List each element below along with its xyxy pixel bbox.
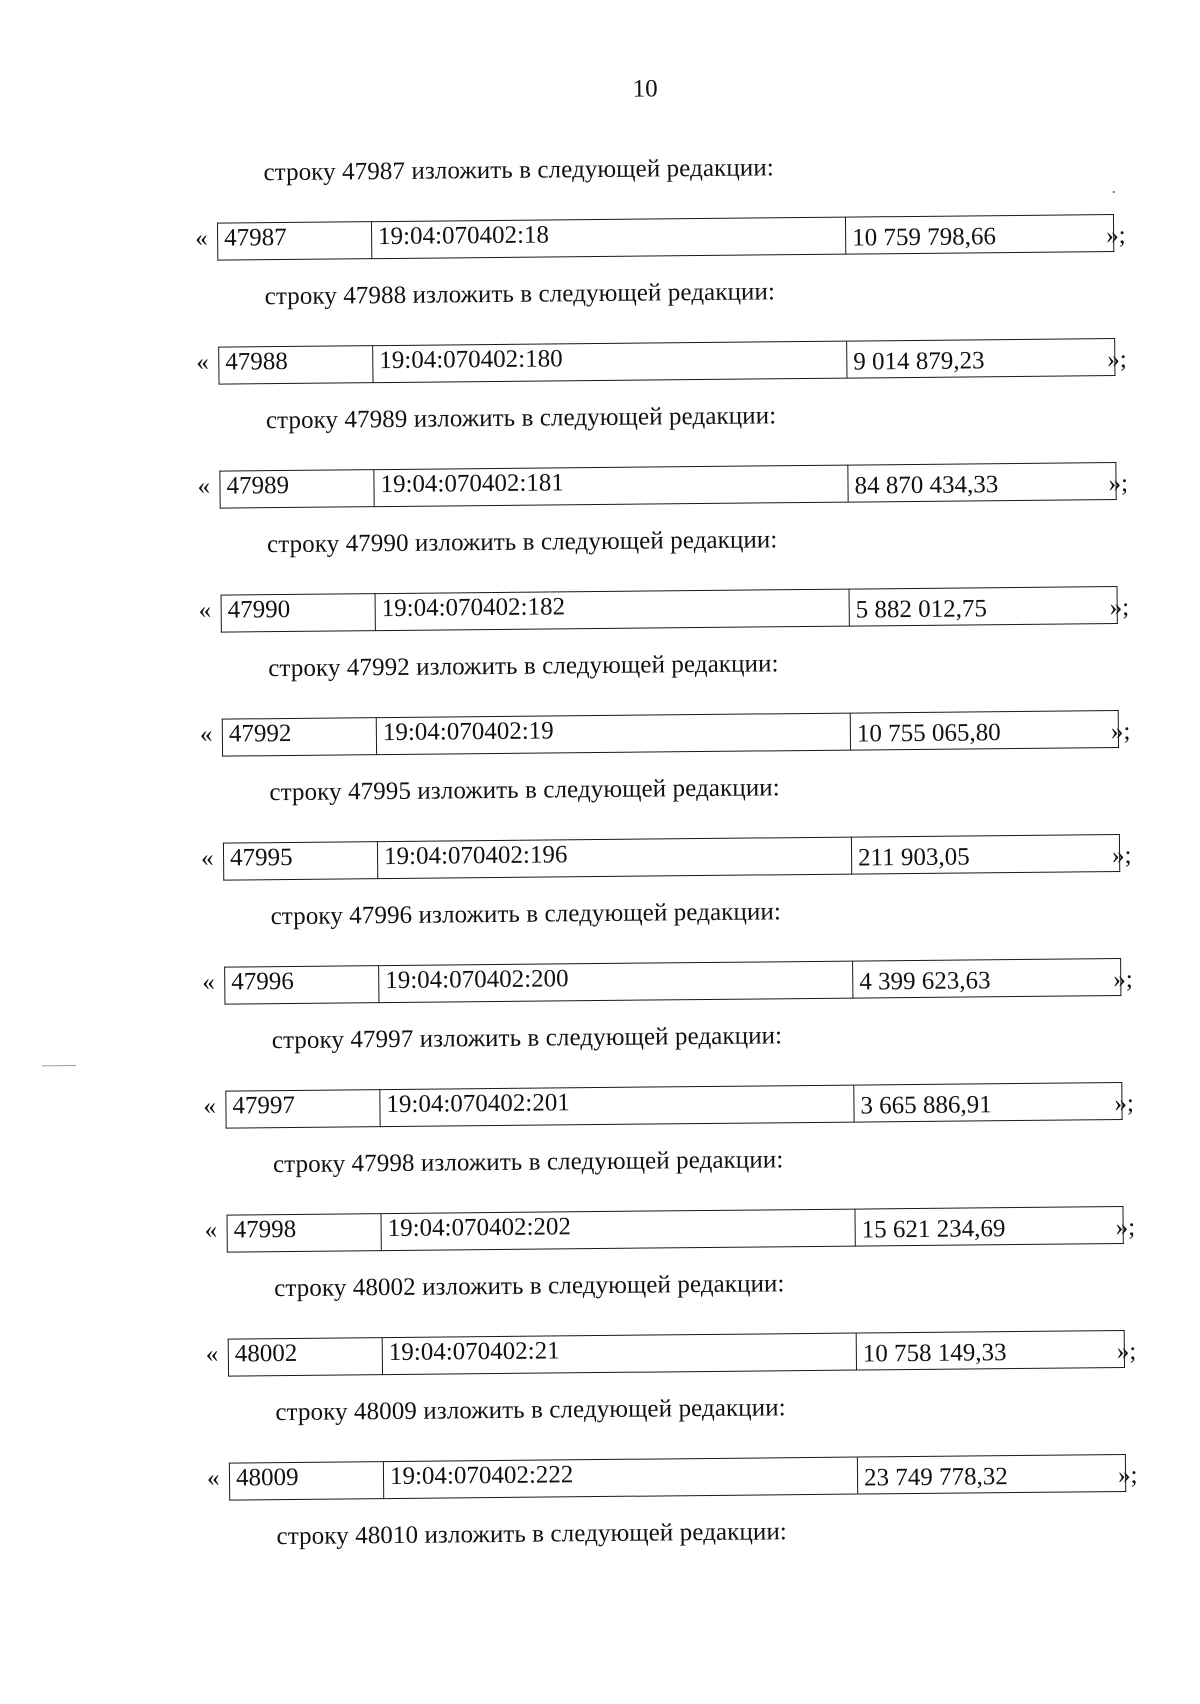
amendment-instruction: строку 47995 изложить в следующей редакции: [269,774,780,807]
row-number-cell: 47995 [223,842,377,880]
amendment-entry [0,274,1196,410]
cadastral-number-cell: 19:04:070402:181 [374,465,848,507]
cadastral-number-cell: 19:04:070402:21 [382,1333,856,1375]
opening-quote: « [203,1092,217,1120]
amendment-entry [3,1142,1200,1278]
amendment-list [0,150,1200,1649]
amendment-entry [1,894,1200,1030]
cadastral-value-cell: 10 759 798,66 [845,215,1113,255]
cadastral-value-cell: 23 749 778,32 [857,1454,1125,1494]
page-number: 10 [632,75,658,103]
row-number-cell: 47996 [225,966,379,1004]
amendment-entry [0,522,1198,658]
closing-quote: »; [1113,965,1133,994]
amendment-instruction: строку 48009 изложить в следующей редакции: [275,1394,786,1427]
opening-quote: « [205,1340,219,1368]
amendment-entry [0,150,1195,286]
amended-row-table [219,462,1116,509]
cadastral-value-cell: 84 870 434,33 [848,463,1116,503]
cadastral-value-cell: 15 621 234,69 [855,1206,1123,1246]
amended-row-table [229,1454,1126,1501]
row-number-cell: 47987 [217,222,371,260]
amendment-instruction: строку 47997 изложить в следующей редакции: [271,1022,783,1055]
closing-quote: »; [1117,1461,1138,1490]
row-number-cell: 47989 [220,470,374,508]
amended-row-table [226,1206,1123,1253]
cadastral-number-cell: 19:04:070402:180 [373,341,847,383]
cadastral-value-cell: 9 014 879,23 [847,339,1115,379]
cadastral-number-cell: 19:04:070402:19 [376,713,850,755]
closing-quote: »; [1111,841,1132,870]
opening-quote: « [204,1216,218,1244]
cadastral-number-cell: 19:04:070402:202 [381,1209,855,1251]
opening-quote: « [196,348,209,376]
closing-quote: »; [1114,1089,1135,1118]
amendment-entry [0,646,1199,782]
closing-quote: »; [1108,469,1129,498]
cadastral-number-cell: 19:04:070402:182 [375,589,849,631]
amendment-instruction: строку 48010 изложить в следующей редакции: [276,1518,788,1551]
row-number-cell: 47988 [219,346,373,384]
amendment-entry [0,398,1197,534]
amended-row-table [222,710,1119,757]
row-number-cell: 47997 [226,1090,380,1128]
cadastral-value-cell: 10 758 149,33 [856,1330,1124,1370]
row-number-cell: 47992 [222,718,376,756]
amended-row-table [221,586,1118,633]
cadastral-value-cell: 5 882 012,75 [849,587,1117,627]
closing-quote: »; [1115,1213,1136,1242]
amendment-instruction: строку 47996 изложить в следующей редакции: [270,898,782,931]
cadastral-value-cell: 4 399 623,63 [853,959,1121,999]
row-number-cell: 48009 [229,1462,383,1500]
row-number-cell: 47998 [227,1214,381,1252]
amendment-entry [4,1266,1200,1402]
amendment-instruction: строку 47992 изложить в следующей редакции: [268,650,779,683]
amended-row-table [218,338,1115,385]
amendment-instruction: строку 47998 изложить в следующей редакции: [272,1146,784,1179]
cadastral-number-cell: 19:04:070402:201 [380,1085,854,1127]
amended-row-table [228,1330,1125,1377]
cadastral-number-cell: 19:04:070402:222 [383,1457,857,1499]
cadastral-value-cell: 10 755 065,80 [850,711,1118,751]
amendment-instruction: строку 47987 изложить в следующей редакции: [263,154,774,187]
opening-quote: « [200,844,214,872]
amendment-instruction: строку 47988 изложить в следующей редакции: [264,278,776,311]
amended-row-table [217,214,1114,261]
cadastral-number-cell: 19:04:070402:200 [379,961,853,1003]
amendment-entry [5,1390,1200,1526]
amended-row-table [223,834,1120,881]
closing-quote: »; [1106,221,1126,250]
row-number-cell: 47990 [221,594,375,632]
cadastral-value-cell: 211 903,05 [851,835,1119,875]
row-number-cell: 48002 [228,1338,382,1376]
cadastral-number-cell: 19:04:070402:18 [371,217,845,259]
amendment-entry [0,770,1200,906]
opening-quote: « [202,968,215,996]
opening-quote: « [197,472,211,500]
amendment-entry [2,1018,1200,1154]
closing-quote: »; [1116,1337,1137,1366]
amendment-instruction: строку 47989 изложить в следующей редакции: [265,402,777,435]
amended-row-table [225,1082,1122,1129]
opening-quote: « [194,224,208,252]
closing-quote: »; [1107,345,1127,374]
closing-quote: »; [1109,593,1130,622]
opening-quote: « [198,596,212,624]
amendment-instruction: строку 48002 изложить в следующей редакции: [274,1270,785,1303]
opening-quote: « [199,720,213,748]
opening-quote: « [206,1464,220,1492]
closing-quote: »; [1110,717,1131,746]
cadastral-number-cell: 19:04:070402:196 [377,837,851,879]
amendment-entry [6,1514,1200,1650]
cadastral-value-cell: 3 665 886,91 [854,1083,1122,1123]
amendment-instruction: строку 47990 изложить в следующей редакции: [266,526,778,559]
amended-row-table [224,958,1121,1005]
